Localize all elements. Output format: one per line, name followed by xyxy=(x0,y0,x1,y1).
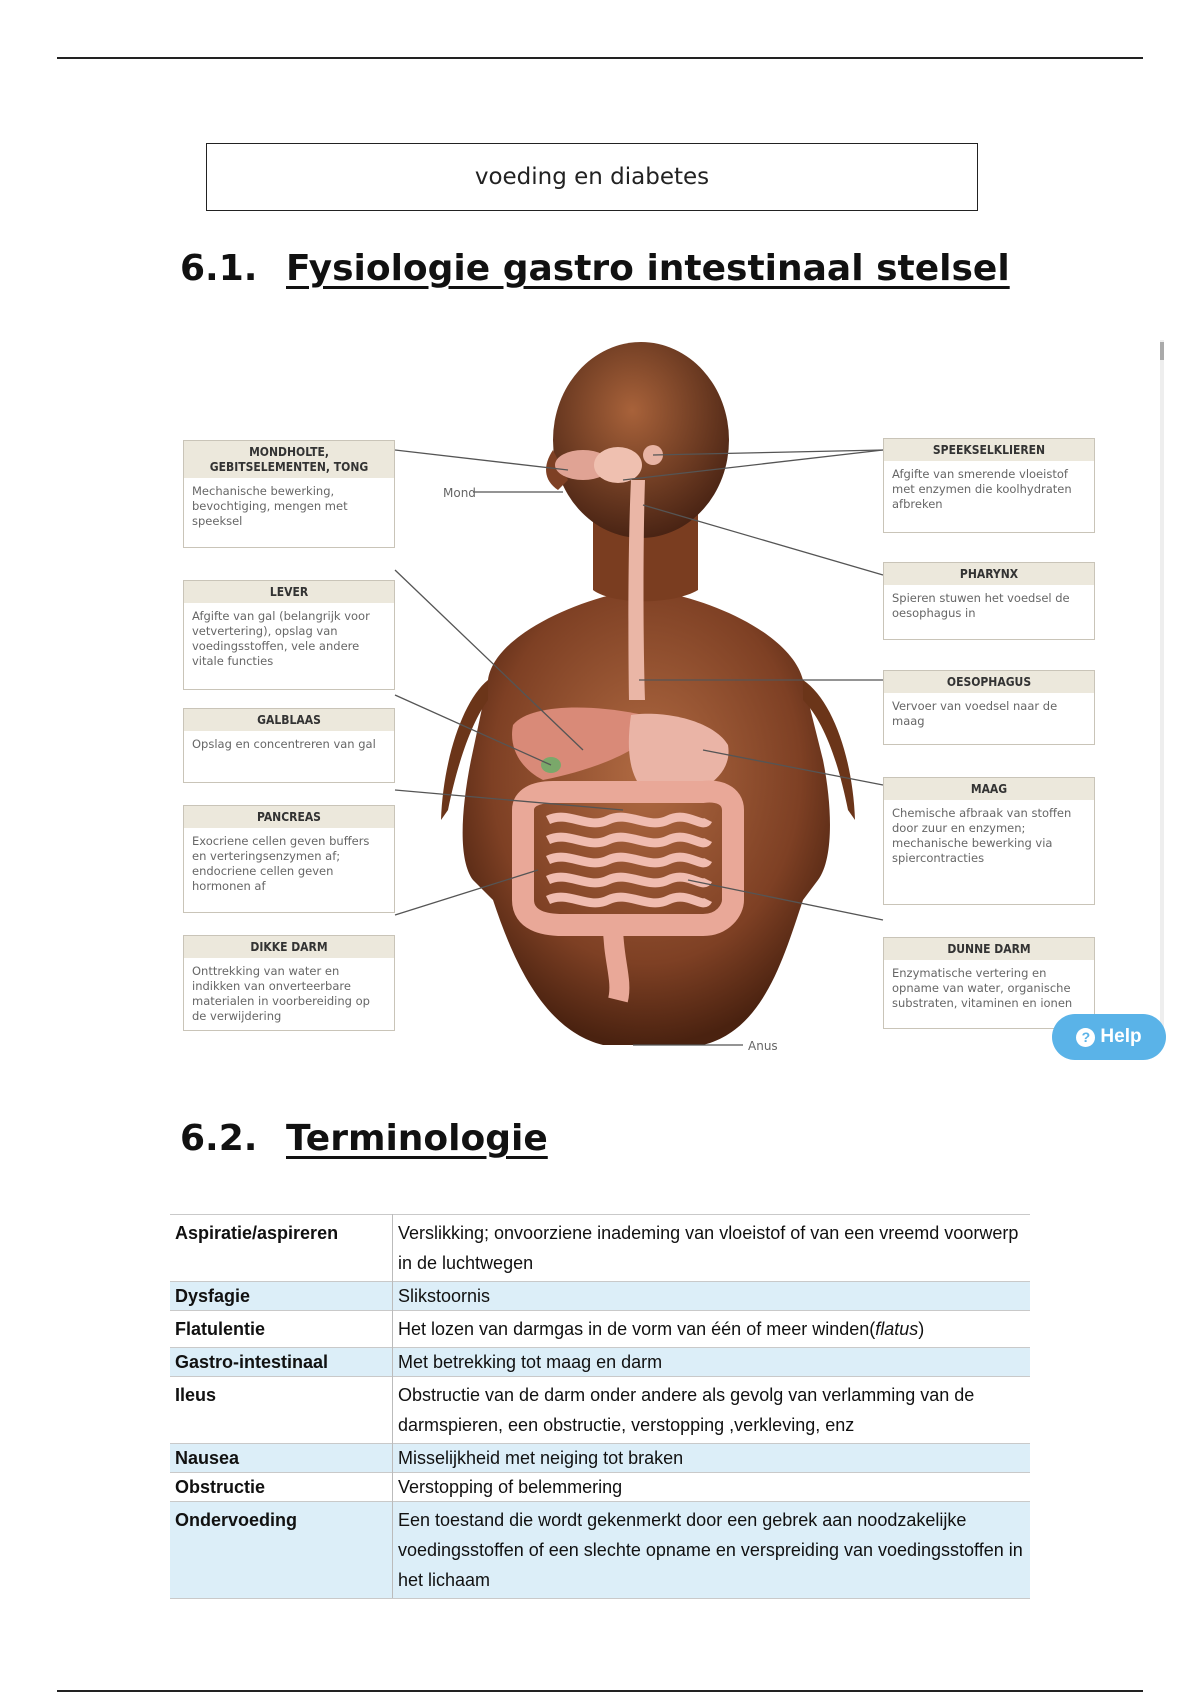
term-cell: Ileus xyxy=(170,1377,393,1444)
label-maag: MAAG Chemische afbraak van stoffen door zuur en enzymen; mechanische bewerking via spiercontracties xyxy=(883,777,1095,905)
definition-cell: Een toestand die wordt gekenmerkt door een gebrek aan noodzakelijke voedingsstoffen of een slechte opname en verspreiding van voedingsstoffen in het lichaam xyxy=(393,1502,1031,1599)
label-lever: LEVER Afgifte van gal (belangrijk voor vetvertering), opslag van voedingsstoffen, vele andere vitale functies xyxy=(183,580,395,690)
definition-italic: flatus xyxy=(875,1319,919,1339)
footer-rule xyxy=(57,1690,1143,1692)
table-row xyxy=(170,1473,1030,1502)
table-row xyxy=(170,1215,1030,1282)
table-row xyxy=(170,1311,1030,1348)
label-dunne-darm: DUNNE DARM Enzymatische vertering en opname van water, organische substraten, vitaminen en ionen xyxy=(883,937,1095,1029)
section-heading-6-2 xyxy=(180,1118,548,1159)
table-row xyxy=(170,1377,1030,1444)
scrollbar-thumb[interactable] xyxy=(1160,342,1164,360)
label-pharynx: PHARYNX Spieren stuwen het voedsel de oesophagus in xyxy=(883,562,1095,640)
definition-cell: Obstructie van de darm onder andere als gevolg van verlamming van de darmspieren, een obstructie, verstopping ,verkleving, enz xyxy=(393,1377,1031,1444)
question-circle-icon: ? xyxy=(1076,1028,1095,1047)
definition-cell: Verstopping of belemmering xyxy=(393,1473,1031,1502)
section-number: 6.2. xyxy=(180,1118,258,1159)
digestive-system-figure xyxy=(143,340,1165,1070)
definition-cell: Slikstoornis xyxy=(393,1282,1031,1311)
label-galblaas: GALBLAAS Opslag en concentreren van gal xyxy=(183,708,395,783)
terminology-table xyxy=(170,1214,1030,1599)
term-cell: Gastro-intestinaal xyxy=(170,1348,393,1377)
definition-cell: Het lozen van darmgas in de vorm van één of meer winden(flatus) xyxy=(393,1311,1031,1348)
term-cell: Obstructie xyxy=(170,1473,393,1502)
label-dikke-darm: DIKKE DARM Onttrekking van water en indikken van onverteerbare materialen in voorbereiding op de verwijdering xyxy=(183,935,395,1031)
term-cell: Aspiratie/aspireren xyxy=(170,1215,393,1282)
document-title: voeding en diabetes xyxy=(206,143,978,211)
definition-cell: Met betrekking tot maag en darm xyxy=(393,1348,1031,1377)
help-button[interactable] xyxy=(1052,1014,1166,1060)
section-heading-6-1 xyxy=(180,248,1010,289)
definition-text: Het lozen van darmgas in de vorm van één of meer winden xyxy=(398,1319,870,1339)
header-rule xyxy=(57,57,1143,59)
section-title: Terminologie xyxy=(286,1118,548,1159)
mouth-label: Mond xyxy=(443,486,476,500)
label-oesophagus: OESOPHAGUS Vervoer van voedsel naar de maag xyxy=(883,670,1095,745)
term-cell: Ondervoeding xyxy=(170,1502,393,1599)
anus-label: Anus xyxy=(748,1039,778,1053)
term-cell: Nausea xyxy=(170,1444,393,1473)
figure-scrollbar[interactable] xyxy=(1160,340,1164,1040)
section-number: 6.1. xyxy=(180,248,258,289)
definition-cell: Verslikking; onvoorziene inademing van vloeistof of van een vreemd voorwerp in de luchtwegen xyxy=(393,1215,1031,1282)
definition-cell: Misselijkheid met neiging tot braken xyxy=(393,1444,1031,1473)
label-speekselklieren: SPEEKSELKLIEREN Afgifte van smerende vloeistof met enzymen die koolhydraten afbreken xyxy=(883,438,1095,533)
section-title: Fysiologie gastro intestinaal stelsel xyxy=(286,248,1010,289)
label-mondholte: MONDHOLTE, GEBITSELEMENTEN, TONG Mechanische bewerking, bevochtiging, mengen met speeksel xyxy=(183,440,395,548)
term-cell: Dysfagie xyxy=(170,1282,393,1311)
help-button-label: Help xyxy=(1100,1026,1142,1047)
term-cell: Flatulentie xyxy=(170,1311,393,1348)
table-row xyxy=(170,1502,1030,1599)
table-row xyxy=(170,1282,1030,1311)
table-row xyxy=(170,1348,1030,1377)
label-pancreas: PANCREAS Exocriene cellen geven buffers en verteringsenzymen af; endocriene cellen geven hormonen af xyxy=(183,805,395,913)
oesophagus-shape xyxy=(628,480,645,700)
table-row xyxy=(170,1444,1030,1473)
